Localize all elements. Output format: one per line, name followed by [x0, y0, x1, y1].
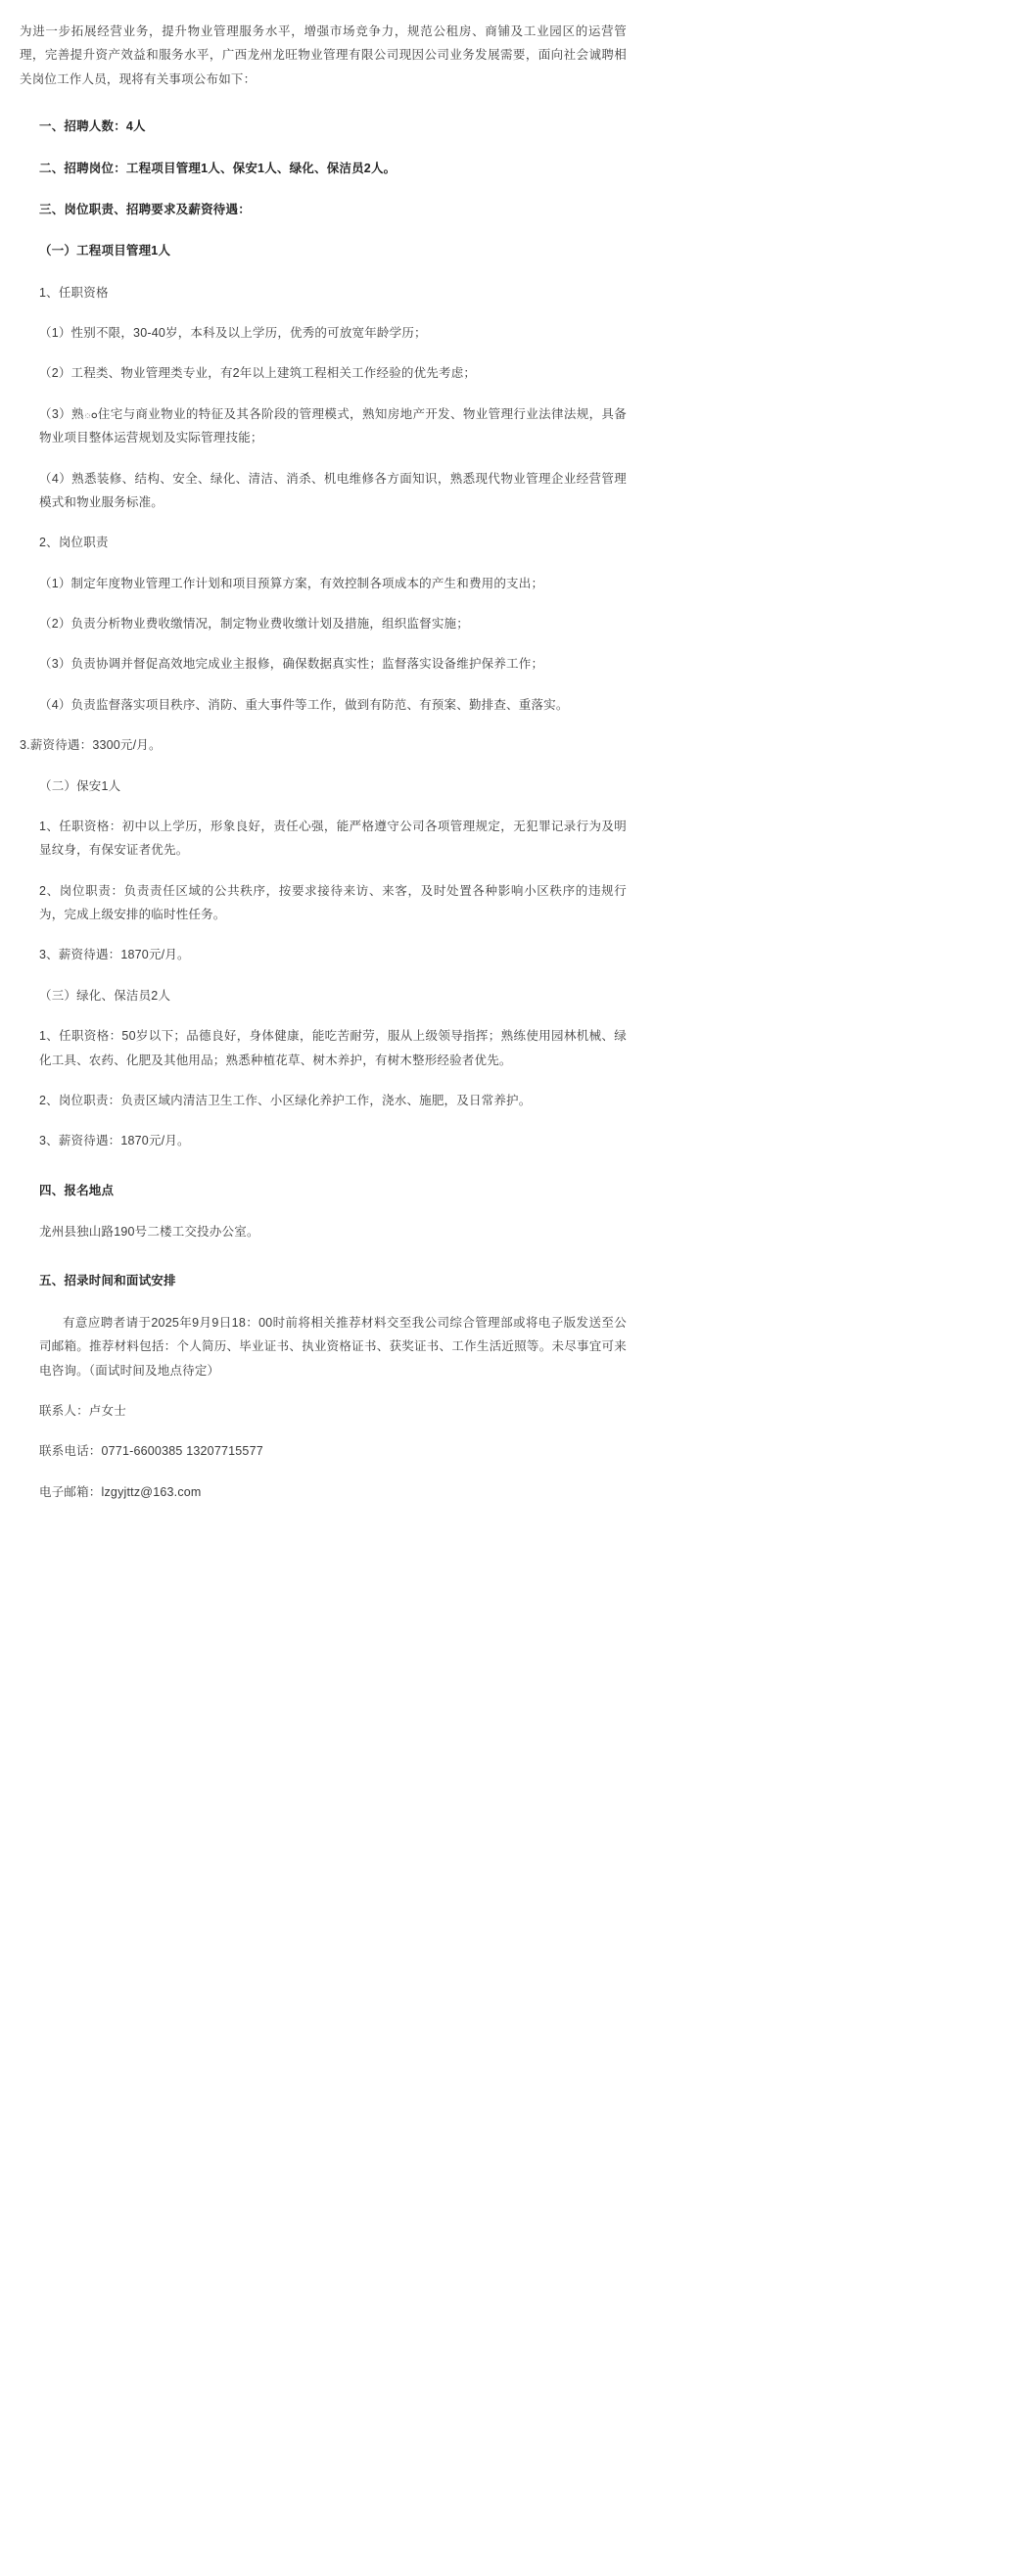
- section-recruit-count: 一、招聘人数：4人: [39, 119, 146, 134]
- subsection-security-guard: （二）保安1人: [39, 778, 121, 793]
- list-item: 3、薪资待遇：1870元/月。: [39, 948, 190, 962]
- application-location-body: 龙州县独山路190号二楼工交投办公室。: [39, 1225, 259, 1239]
- section-interview-schedule: 五、招录时间和面试安排: [39, 1274, 176, 1288]
- contact-person: 联系人：卢女士: [39, 1403, 126, 1418]
- list-item: 2、岗位职责：负责责任区域的公共秩序，按要求接待来访、来客，及时处置各种影响小区秩序的违规行为，完成上级安排的临时性任务。: [39, 883, 627, 921]
- subsection-greening-cleaner: （三）绿化、保洁员2人: [39, 988, 171, 1003]
- contact-email: 电子邮箱：lzgyjttz@163.com: [39, 1484, 202, 1499]
- section-duties-requirements: 三、岗位职责、招聘要求及薪资待遇：: [39, 202, 251, 216]
- pm-qualification-title: 1、任职资格: [39, 285, 109, 300]
- list-item: 1、任职资格：初中以上学历，形象良好，责任心强，能严格遵守公司各项管理规定，无犯罪记录行为及明显纹身，有保安证者优先。: [39, 819, 627, 858]
- list-item: （4）熟悉装修、结构、安全、绿化、清洁、消杀、机电维修各方面知识，熟悉现代物业管理企业经营管理模式和物业服务标准。: [39, 471, 627, 509]
- pm-salary: 3.薪资待遇：3300元/月。: [20, 738, 162, 753]
- section-recruit-positions: 二、招聘岗位：工程项目管理1人、保安1人、绿化、保洁员2人。: [39, 161, 397, 175]
- list-item: （3）负责协调并督促高效地完成业主报修，确保数据真实性；监督落实设备维护保养工作；: [39, 657, 544, 672]
- list-item: （1）性别不限，30-40岁，本科及以上学历，优秀的可放宽年龄学历；: [39, 326, 427, 340]
- list-item: 1、任职资格：50岁以下；品德良好，身体健康，能吃苦耐劳，服从上级领导指挥；熟练使用园林机械、绿化工具、农药、化肥及其他用品；熟悉种植花草、树木养护，有树木整形经验者优先。: [39, 1029, 627, 1067]
- intro-paragraph: 为进一步拓展经营业务，提升物业管理服务水平，增强市场竞争力，规范公租房、商铺及工业园区的运营管理，完善提升资产效益和服务水平，广西龙州龙旺物业管理有限公司现因公司业务发展需要，面向社会诚聘相关岗位工作人员，现将有关事项公布如下：: [20, 24, 627, 86]
- contact-phone: 联系电话：0771-6600385 13207715577: [39, 1444, 263, 1459]
- list-item: 3、薪资待遇：1870元/月。: [39, 1134, 190, 1148]
- interview-schedule-body: 有意应聘者请于2025年9月9日18：00时前将相关推荐材料交至我公司综合管理部或将电子版发送至公司邮箱。推荐材料包括：个人简历、毕业证书、执业资格证书、获奖证书、工作生活近照等。未尽事宜可来电咨询。（面试时间及地点待定）: [39, 1315, 627, 1378]
- pm-responsibility-title: 2、岗位职责: [39, 536, 109, 550]
- list-item: （4）负责监督落实项目秩序、消防、重大事件等工作，做到有防范、有预案、勤排查、重落实。: [39, 697, 569, 712]
- section-application-location: 四、报名地点: [39, 1183, 115, 1197]
- list-item: （3）熟ం住宅与商业物业的特征及其各阶段的管理模式，熟知房地产开发、物业管理行业法律法规，具备物业项目整体运营规划及实际管理技能；: [39, 406, 627, 445]
- list-item: 2、岗位职责：负责区域内清洁卫生工作、小区绿化养护工作，浇水、施肥，及日常养护。: [39, 1093, 532, 1107]
- list-item: （1）制定年度物业管理工作计划和项目预算方案，有效控制各项成本的产生和费用的支出；: [39, 576, 544, 590]
- document-body: [20, 20, 627, 1504]
- list-item: （2）工程类、物业管理类专业，有2年以上建筑工程相关工作经验的优先考虑；: [39, 366, 477, 381]
- list-item: （2）负责分析物业费收缴情况，制定物业费收缴计划及措施，组织监督实施；: [39, 617, 469, 631]
- subsection-project-manager: （一）工程项目管理1人: [39, 244, 171, 258]
